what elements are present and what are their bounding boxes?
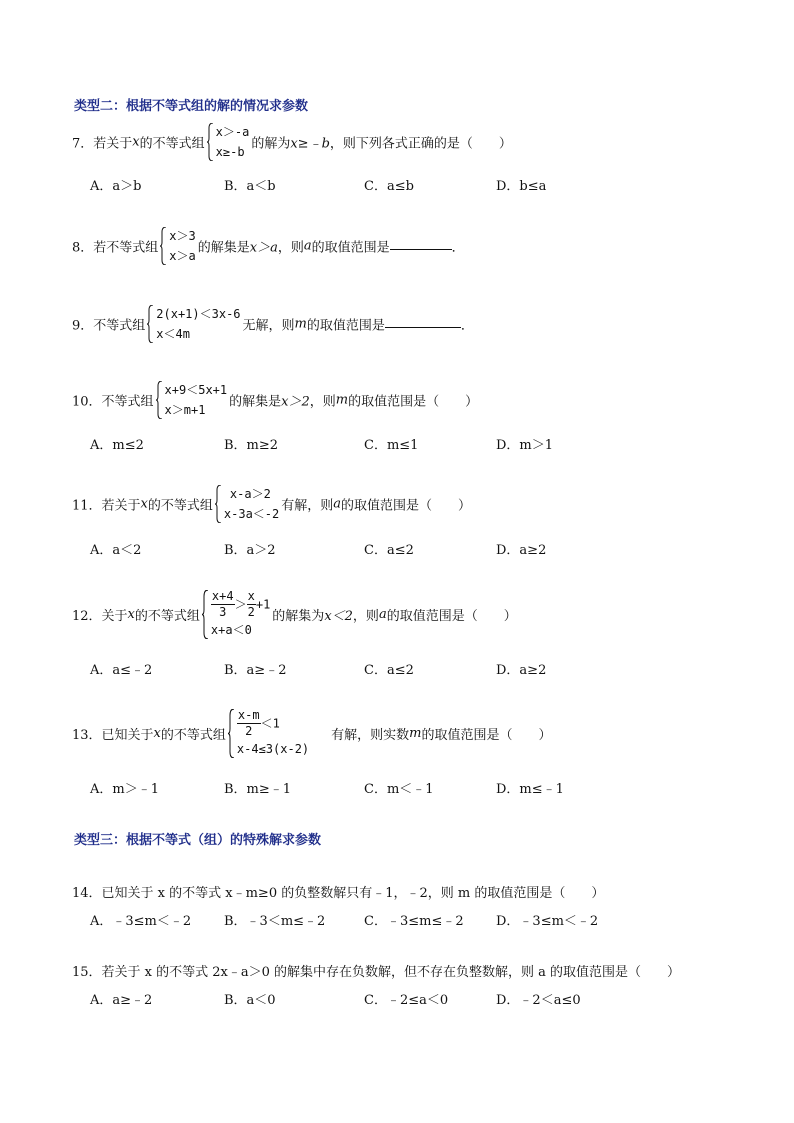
q10-option-a[interactable]: A．m≤2	[90, 438, 144, 453]
q12-options	[90, 659, 590, 677]
q11-line2: x-3a＜-2	[223, 507, 280, 521]
q13-frac-denominator: 2	[245, 724, 253, 738]
q15-option-b[interactable]: B．a＜0	[224, 993, 276, 1008]
q7-option-d[interactable]: D．b≤a	[496, 179, 547, 194]
q12-gt: ＞	[234, 597, 247, 612]
q10-line2: x＞m+1	[164, 403, 206, 417]
q12-fraction-1	[211, 589, 235, 620]
q13-option-c[interactable]: C．m＜﹣1	[364, 782, 434, 797]
q9-post2: 的取值范围是	[306, 318, 385, 334]
q11-post1: 有解，则	[281, 498, 334, 514]
question-13	[72, 708, 552, 759]
q14-option-b[interactable]: B．﹣3＜m≤﹣2	[224, 914, 326, 929]
q14-option-d[interactable]: D．﹣3≤m＜﹣2	[496, 914, 599, 929]
question-15: 15．若关于 x 的不等式 2x﹣a＞0 的解集中存在负数解，但不存在负整数解，则 a 的取值范围是（ ）	[72, 965, 681, 980]
q13-fraction	[237, 708, 261, 739]
q10-post1: 的解集是	[229, 394, 282, 410]
q14-option-c[interactable]: C．﹣3≤m≤﹣2	[364, 914, 464, 929]
q7-line1: x＞-a	[215, 125, 250, 139]
q7-option-b[interactable]: B．a＜b	[224, 179, 276, 194]
brace-icon	[215, 485, 222, 523]
q8-answer-blank[interactable]	[390, 237, 452, 250]
q11-inequality-system	[215, 484, 279, 524]
question-7	[72, 122, 512, 162]
q11-line1: x-a＞2	[229, 487, 271, 501]
q13-option-d[interactable]: D．m≤﹣1	[496, 782, 564, 797]
q11-option-b[interactable]: B．a＞2	[224, 543, 276, 558]
q7-post2: ，则下列各式正确的是（ ）	[329, 136, 512, 152]
q12-line2: x+a＜0	[210, 623, 252, 637]
q12-option-c[interactable]: C．a≤2	[364, 663, 414, 678]
q13-var: x	[153, 726, 161, 741]
q12-fraction-2	[247, 589, 256, 620]
section-heading-type3: 类型三：根据不等式（组）的特殊解求参数	[74, 833, 322, 848]
q15-option-c[interactable]: C．﹣2≤a＜0	[364, 993, 449, 1008]
q14-option-a[interactable]: A．﹣3≤m＜﹣2	[90, 914, 192, 929]
q10-option-b[interactable]: B．m≥2	[224, 438, 279, 453]
q9-prefix: 9．不等式组	[72, 318, 146, 334]
q7-mid: 的不等式组	[139, 136, 205, 152]
q10-var: m	[335, 392, 349, 408]
brace-icon	[228, 709, 235, 758]
q13-mid: 的不等式组	[160, 728, 226, 743]
q11-option-c[interactable]: C．a≤2	[364, 543, 414, 558]
q9-end: ．	[460, 318, 474, 334]
question-10	[72, 380, 478, 420]
q7-var: x	[132, 134, 140, 150]
q12-option-b[interactable]: B．a≥﹣2	[224, 663, 287, 678]
q11-post2: 的取值范围是（ ）	[341, 498, 472, 514]
q10-option-c[interactable]: C．m≤1	[364, 438, 419, 453]
brace-icon	[160, 227, 167, 265]
q10-option-d[interactable]: D．m＞1	[496, 438, 554, 453]
q8-post3: 的取值范围是	[311, 240, 390, 256]
q12-option-d[interactable]: D．a≥2	[496, 663, 547, 678]
q8-line1: x＞3	[169, 229, 196, 243]
q8-prefix: 8．若不等式组	[72, 240, 159, 256]
q11-options	[90, 539, 590, 557]
brace-icon	[207, 123, 214, 161]
q13-post1: 有解，则实数	[331, 728, 410, 743]
q7-option-a[interactable]: A．a＞b	[90, 179, 142, 194]
q8-post1: 的解集是	[197, 240, 250, 256]
q11-prefix: 11．若关于	[72, 498, 141, 514]
q12-line1	[211, 589, 270, 620]
q8-var: a	[303, 238, 312, 254]
q9-line1: 2(x+1)＜3x-6	[156, 307, 241, 321]
q9-answer-blank[interactable]	[385, 315, 461, 328]
q15-option-a[interactable]: A．a≥﹣2	[90, 993, 153, 1008]
q13-var2: m	[409, 726, 422, 741]
q12-frac2-numerator: x	[247, 589, 255, 603]
question-12	[72, 589, 517, 640]
q13-lt: ＜1	[260, 716, 280, 731]
question-8	[72, 226, 465, 266]
q12-var2: a	[378, 607, 387, 622]
q15-option-d[interactable]: D．﹣2＜a≤0	[496, 993, 581, 1008]
q11-var2: a	[333, 496, 342, 512]
q12-plus: +1	[255, 597, 271, 612]
q8-post2: ，则	[277, 240, 304, 256]
q13-post2: 的取值范围是（ ）	[421, 728, 552, 743]
q9-inequality-system	[147, 304, 240, 344]
q13-prefix: 13．已知关于	[72, 728, 154, 743]
q13-line1	[237, 708, 309, 739]
q12-post3: 的取值范围是（ ）	[386, 609, 517, 624]
brace-icon	[202, 590, 209, 639]
q13-line2: x-4≤3(x-2)	[236, 742, 310, 756]
q10-prefix: 10．不等式组	[72, 394, 154, 410]
section-heading-type2: 类型二：根据不等式组的解的情况求参数	[74, 99, 309, 114]
q10-options	[90, 434, 590, 452]
q10-inequality-system	[156, 380, 228, 420]
q7-prefix: 7．若关于	[72, 136, 133, 152]
q7-post1: 的解为	[251, 136, 291, 152]
q11-mid: 的不等式组	[147, 498, 213, 514]
q7-cond: x≥﹣b	[290, 136, 330, 152]
q12-frac1-denominator: 3	[219, 605, 227, 619]
q12-frac1-numerator: x+4	[211, 589, 234, 603]
q12-post2: ，则	[352, 609, 379, 624]
question-11	[72, 484, 471, 524]
q12-option-a[interactable]: A．a≤﹣2	[90, 663, 153, 678]
q12-post1: 的解集为	[272, 609, 325, 624]
q14-options	[90, 910, 599, 929]
q11-option-a[interactable]: A．a＜2	[90, 543, 142, 558]
q13-options	[90, 778, 590, 796]
q12-prefix: 12．关于	[72, 609, 128, 624]
q10-post3: 的取值范围是（ ）	[348, 394, 479, 410]
q7-line2: x≥-b	[215, 145, 245, 159]
q8-inequality-system	[160, 226, 195, 266]
q12-var: x	[127, 607, 135, 622]
q12-mid: 的不等式组	[134, 609, 200, 624]
q10-post2: ，则	[309, 394, 336, 410]
brace-icon	[147, 305, 154, 343]
q13-inequality-system	[228, 708, 309, 759]
q7-inequality-system	[207, 122, 250, 162]
question-9	[72, 304, 474, 344]
q10-cond: x＞2	[281, 394, 310, 410]
question-14: 14．已知关于 x 的不等式 x﹣m≥0 的负整数解只有﹣1，﹣2，则 m 的取值范围是（ ）	[72, 886, 605, 901]
q11-option-d[interactable]: D．a≥2	[496, 543, 547, 558]
q15-options	[90, 989, 590, 1007]
q9-line2: x＜4m	[156, 327, 190, 341]
q8-end: ．	[451, 240, 465, 256]
q11-var: x	[140, 496, 148, 512]
q7-options	[90, 175, 590, 193]
q13-option-a[interactable]: A．m＞﹣1	[90, 782, 159, 797]
q8-line2: x＞a	[169, 249, 196, 263]
q9-var: m	[294, 316, 307, 332]
q12-cond: x＜2	[324, 609, 353, 624]
q12-frac2-denominator: 2	[247, 605, 255, 619]
q9-post1: 无解，则	[242, 318, 295, 334]
q12-inequality-system	[202, 589, 270, 640]
brace-icon	[156, 381, 163, 419]
q13-frac-numerator: x-m	[237, 708, 260, 722]
q10-line1: x+9＜5x+1	[164, 383, 228, 397]
q7-option-c[interactable]: C．a≤b	[364, 179, 414, 194]
q8-cond: x＞a	[249, 240, 278, 256]
q13-option-b[interactable]: B．m≥﹣1	[224, 782, 292, 797]
